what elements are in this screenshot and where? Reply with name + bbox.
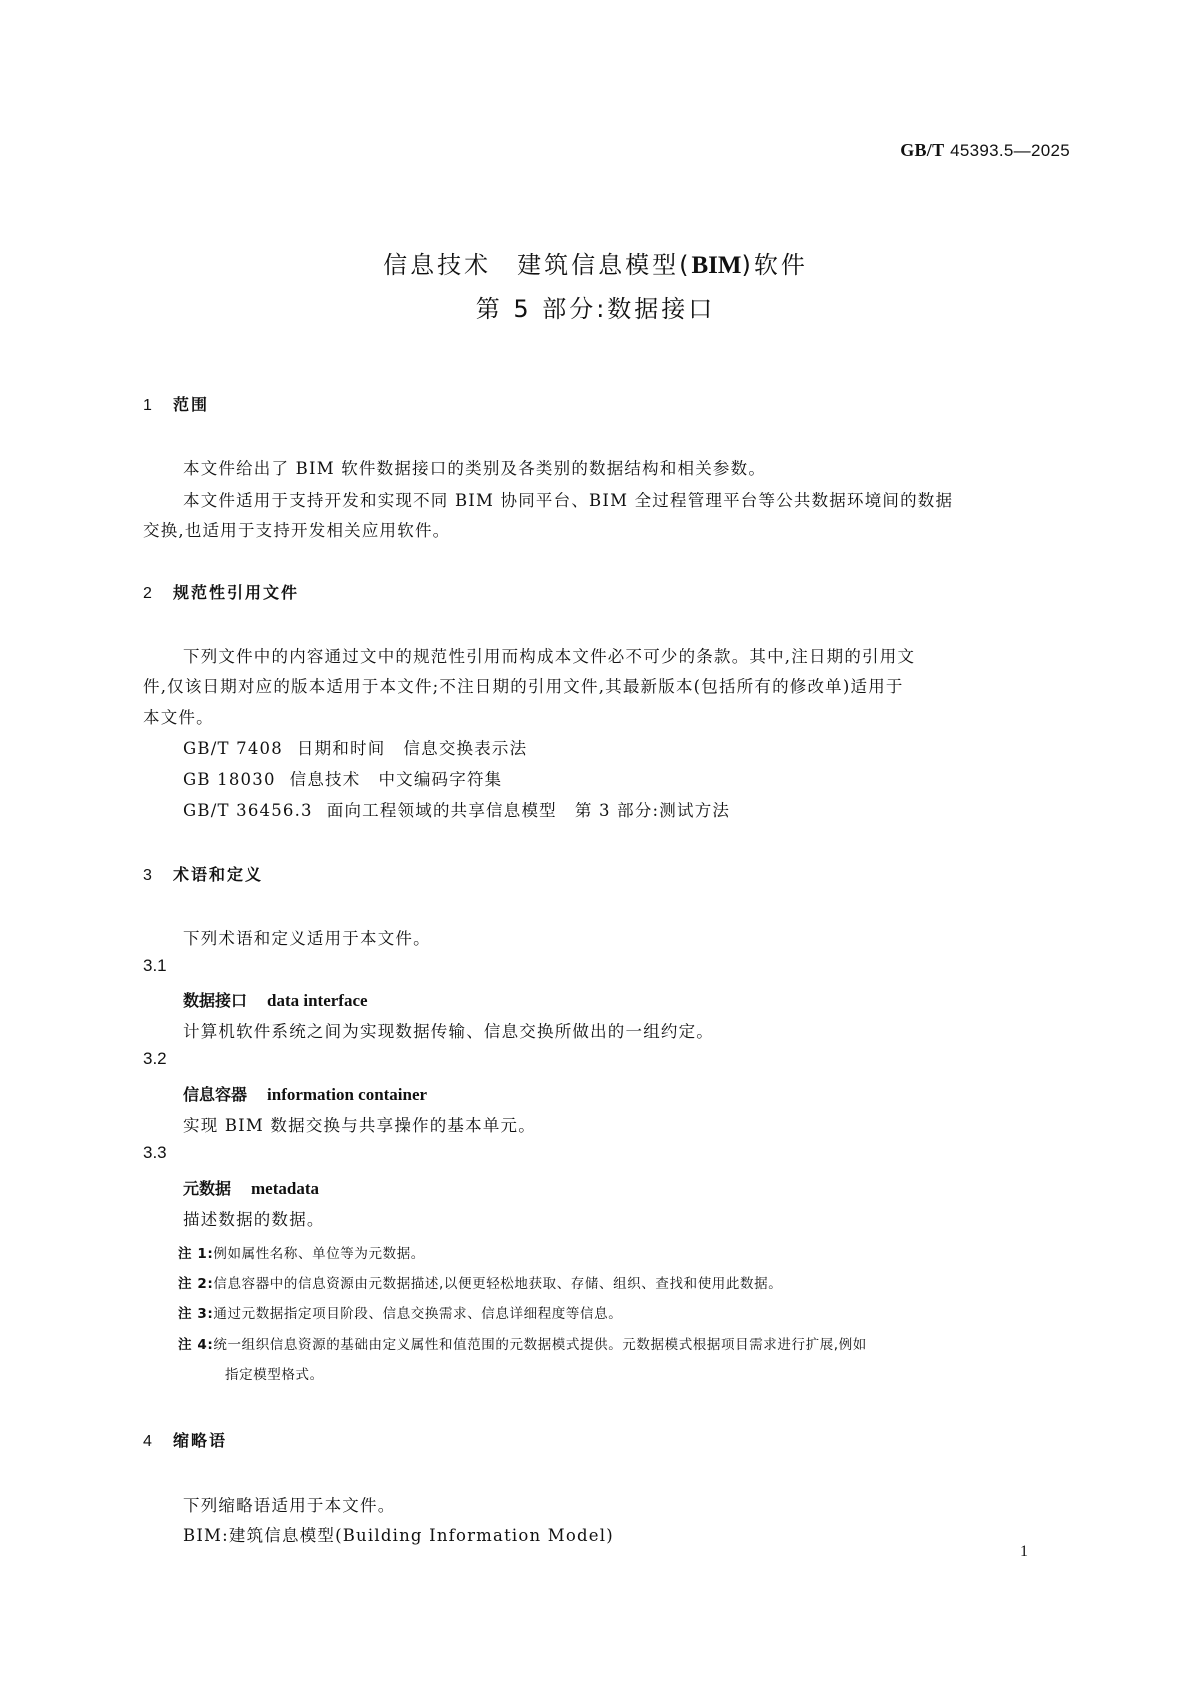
abbreviation-item: BIM:建筑信息模型(Building Information Model) bbox=[183, 1526, 614, 1545]
section-number: 3 bbox=[143, 867, 152, 884]
note-label: 注 1: bbox=[178, 1246, 214, 1262]
paragraph: 下列术语和定义适用于本文件。 bbox=[183, 929, 431, 948]
term-definition: 描述数据的数据。 bbox=[183, 1210, 325, 1229]
title-part-b: 建筑信息模型( bbox=[517, 251, 692, 279]
note-label: 注 4: bbox=[178, 1337, 214, 1353]
term-zh: 数据接口 bbox=[183, 991, 248, 1010]
reference-title: 中文编码字符集 bbox=[378, 770, 503, 789]
paragraph: 本文件适用于支持开发和实现不同 BIM 协同平台、BIM 全过程管理平台等公共数据环境间的数据 bbox=[183, 491, 954, 510]
term-number: 3.2 bbox=[143, 1049, 167, 1068]
note-item bbox=[178, 1333, 867, 1353]
section-title: 术语和定义 bbox=[173, 865, 264, 884]
doc-prefix: GB/T bbox=[900, 140, 945, 160]
page-subtitle: 第 5 部分:数据接口 bbox=[475, 295, 716, 323]
term-en: data interface bbox=[267, 991, 368, 1010]
section-title: 范围 bbox=[173, 395, 210, 414]
note-item bbox=[178, 1242, 425, 1262]
term-heading bbox=[183, 1082, 427, 1105]
term-en: metadata bbox=[251, 1179, 319, 1198]
paragraph: 本文件给出了 BIM 软件数据接口的类别及各类别的数据结构和相关参数。 bbox=[183, 459, 767, 478]
reference-item bbox=[183, 735, 527, 759]
section-number: 1 bbox=[143, 397, 152, 414]
note-label: 注 3: bbox=[178, 1306, 214, 1322]
reference-code: GB 18030 bbox=[183, 770, 276, 789]
section-heading-3 bbox=[143, 862, 263, 885]
note-label: 注 2: bbox=[178, 1276, 214, 1292]
section-heading-2 bbox=[143, 580, 299, 603]
paragraph: 下列缩略语适用于本文件。 bbox=[183, 1496, 396, 1515]
term-definition: 计算机软件系统之间为实现数据传输、信息交换所做出的一组约定。 bbox=[183, 1022, 714, 1041]
section-number: 2 bbox=[143, 585, 152, 602]
term-zh: 元数据 bbox=[183, 1179, 232, 1198]
title-part-a: 信息技术 bbox=[383, 251, 492, 279]
document-number bbox=[820, 140, 1070, 161]
paragraph: 下列文件中的内容通过文中的规范性引用而构成本文件必不可少的条款。其中,注日期的引用文 bbox=[183, 647, 916, 666]
doc-number: 45393.5—2025 bbox=[950, 141, 1070, 160]
note-continuation: 指定模型格式。 bbox=[225, 1367, 324, 1383]
reference-item bbox=[183, 797, 730, 821]
page-number: 1 bbox=[1020, 1543, 1028, 1560]
title-part-c: )软件 bbox=[741, 251, 808, 279]
paragraph: 件,仅该日期对应的版本适用于本文件;不注日期的引用文件,其最新版本(包括所有的修改单)适用于 bbox=[143, 677, 904, 696]
note-text: 通过元数据指定项目阶段、信息交换需求、信息详细程度等信息。 bbox=[213, 1306, 623, 1322]
note-text: 统一组织信息资源的基础由定义属性和值范围的元数据模式提供。元数据模式根据项目需求进行扩展,例如 bbox=[213, 1337, 867, 1353]
note-text: 例如属性名称、单位等为元数据。 bbox=[213, 1246, 425, 1262]
section-number: 4 bbox=[143, 1433, 152, 1450]
term-en: information container bbox=[267, 1085, 428, 1104]
section-title: 缩略语 bbox=[173, 1431, 228, 1450]
reference-title: 信息技术 bbox=[289, 770, 361, 789]
term-zh: 信息容器 bbox=[183, 1085, 248, 1104]
term-heading bbox=[183, 1176, 319, 1199]
note-item bbox=[178, 1302, 622, 1322]
reference-code: GB/T 36456.3 bbox=[183, 801, 313, 820]
term-number: 3.1 bbox=[143, 956, 167, 975]
reference-item bbox=[183, 766, 502, 790]
note-text: 信息容器中的信息资源由元数据描述,以便更轻松地获取、存储、组织、查找和使用此数据。 bbox=[213, 1276, 783, 1292]
reference-title: 面向工程领域的共享信息模型 bbox=[326, 801, 557, 820]
reference-title: 日期和时间 bbox=[296, 739, 386, 758]
term-number: 3.3 bbox=[143, 1143, 167, 1162]
term-definition: 实现 BIM 数据交换与共享操作的基本单元。 bbox=[183, 1116, 536, 1135]
reference-title: 第 3 部分:测试方法 bbox=[574, 801, 731, 820]
section-heading-4 bbox=[143, 1428, 227, 1451]
reference-title: 信息交换表示法 bbox=[403, 739, 528, 758]
section-title: 规范性引用文件 bbox=[173, 583, 300, 602]
reference-code: GB/T 7408 bbox=[183, 739, 283, 758]
title-bim: BIM bbox=[691, 252, 742, 279]
note-item bbox=[178, 1272, 782, 1292]
section-heading-1 bbox=[143, 392, 209, 415]
paragraph: 本文件。 bbox=[143, 708, 214, 727]
page-title bbox=[0, 245, 1191, 280]
paragraph: 交换,也适用于支持开发相关应用软件。 bbox=[143, 521, 451, 540]
term-heading bbox=[183, 988, 368, 1011]
